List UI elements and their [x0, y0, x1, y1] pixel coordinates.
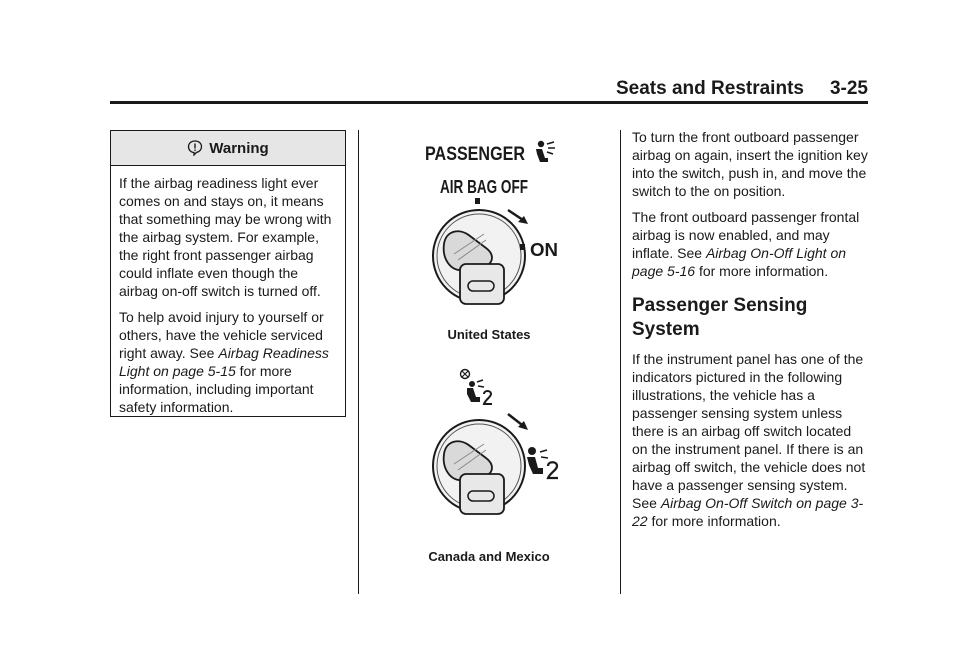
- right-paragraph-1: To turn the front outboard passenger airbag on again, insert the ignition key into the switch, push in, and move the switch to the on position.: [632, 129, 868, 199]
- canada-mexico-caption: Canada and Mexico: [428, 549, 550, 564]
- warning-box: [110, 130, 346, 417]
- page-header: [110, 78, 868, 100]
- warning-title: Warning: [209, 139, 269, 157]
- warning-cross-reference-link[interactable]: Airbag Readiness Light on page 5-15: [119, 345, 329, 379]
- passenger-label: PASSENGER: [425, 144, 526, 165]
- warning-paragraph-2: To help avoid injury to yourself or others, have the vehicle serviced right away. See Airbag Readiness Light on page 5-15 for more information, including important safety information.: [119, 309, 329, 415]
- airbag-on-off-switch-link[interactable]: Airbag On-Off Switch on page 3-22: [632, 495, 864, 529]
- header-rule: [110, 101, 868, 104]
- on-label: ON: [530, 240, 558, 260]
- passenger-airbag-icon: [536, 141, 555, 162]
- right-paragraph-2: The front outboard passenger frontal airbag is now enabled, and may inflate. See Airbag On-Off Light on page 5-16 for more information.: [632, 209, 860, 279]
- right-paragraph-3: If the instrument panel has one of the indicators pictured in the following illustrations, the vehicle has a passenger sensing system unless there is an airbag off switch located on the instrument panel. If there is an airbag off switch, the vehicle does not have a passenger sensing system. See Airbag On-Off Switch on page 3-22 for more information.: [632, 351, 866, 529]
- right-column: [632, 128, 870, 538]
- passenger-airbag-on-icon: [527, 447, 558, 478]
- us-switch-illustration: [420, 136, 590, 326]
- column-divider-right: [620, 130, 621, 594]
- warning-header: [111, 131, 345, 166]
- airbag-on-off-light-link[interactable]: Airbag On-Off Light on page 5-16: [632, 245, 847, 279]
- airbag-off-label: AIR BAG OFF: [440, 177, 528, 197]
- column-divider-left: [358, 130, 359, 594]
- section-heading: Passenger Sensing System: [632, 295, 808, 340]
- canada-mexico-switch-illustration: [420, 362, 590, 530]
- us-caption: United States: [447, 327, 531, 342]
- page-number: 3-25: [829, 78, 868, 99]
- warning-icon: [187, 140, 203, 156]
- section-title: Seats and Restraints: [616, 78, 804, 99]
- passenger-airbag-off-icon: [461, 370, 493, 405]
- warning-paragraph-1: If the airbag readiness light ever comes on and stays on, it means that something may be wrong with the airbag system. For example, the right front passenger airbag could inflate even though the airbag on-off switch is turned off.: [119, 175, 332, 299]
